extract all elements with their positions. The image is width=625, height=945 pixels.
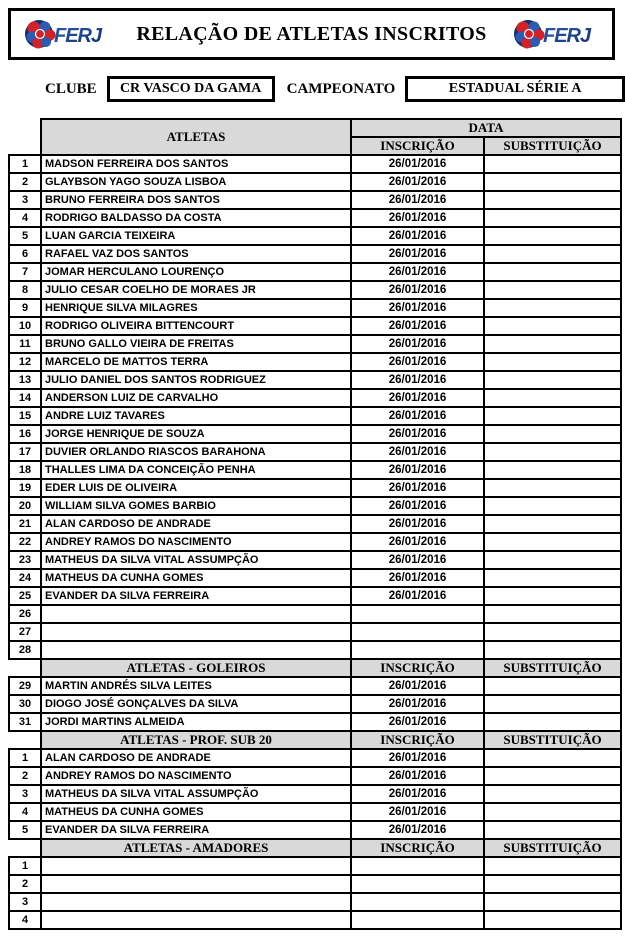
substituicao-date bbox=[484, 371, 621, 389]
table-row bbox=[9, 281, 621, 299]
table-row bbox=[9, 425, 621, 443]
athlete-name: ANDRE LUIZ TAVARES bbox=[41, 407, 351, 425]
section-corner-blank bbox=[9, 659, 41, 677]
substituicao-date bbox=[484, 911, 621, 929]
inscricao-date: 26/01/2016 bbox=[351, 281, 484, 299]
inscricao-date: 26/01/2016 bbox=[351, 173, 484, 191]
inscricao-date: 26/01/2016 bbox=[351, 479, 484, 497]
substituicao-date bbox=[484, 713, 621, 731]
athlete-name: ALAN CARDOSO DE ANDRADE bbox=[41, 749, 351, 767]
column-header-atletas: ATLETAS bbox=[41, 119, 351, 155]
row-number: 21 bbox=[9, 515, 41, 533]
table-row bbox=[9, 551, 621, 569]
table-row bbox=[9, 497, 621, 515]
table-row bbox=[9, 713, 621, 731]
substituicao-date bbox=[484, 245, 621, 263]
athlete-name: MADSON FERREIRA DOS SANTOS bbox=[41, 155, 351, 173]
athlete-name: THALLES LIMA DA CONCEIÇÃO PENHA bbox=[41, 461, 351, 479]
table-row bbox=[9, 443, 621, 461]
substituicao-date bbox=[484, 857, 621, 875]
table-row bbox=[9, 353, 621, 371]
substituicao-date bbox=[484, 515, 621, 533]
row-number: 2 bbox=[9, 767, 41, 785]
table-row bbox=[9, 911, 621, 929]
row-number: 17 bbox=[9, 443, 41, 461]
section-header-row bbox=[9, 731, 621, 749]
athlete-name: ANDREY RAMOS DO NASCIMENTO bbox=[41, 533, 351, 551]
substituicao-date bbox=[484, 803, 621, 821]
inscricao-date bbox=[351, 875, 484, 893]
table-row bbox=[9, 371, 621, 389]
table-row bbox=[9, 749, 621, 767]
inscricao-date: 26/01/2016 bbox=[351, 551, 484, 569]
row-number: 16 bbox=[9, 425, 41, 443]
section-header-row bbox=[9, 659, 621, 677]
table-row bbox=[9, 245, 621, 263]
inscricao-date: 26/01/2016 bbox=[351, 443, 484, 461]
row-number: 13 bbox=[9, 371, 41, 389]
athlete-name bbox=[41, 911, 351, 929]
inscricao-date bbox=[351, 857, 484, 875]
inscricao-date: 26/01/2016 bbox=[351, 209, 484, 227]
substituicao-date bbox=[484, 263, 621, 281]
section-title: ATLETAS - GOLEIROS bbox=[41, 659, 351, 677]
substituicao-date bbox=[484, 389, 621, 407]
athlete-name bbox=[41, 623, 351, 641]
section-substituicao-label: SUBSTITUIÇÃO bbox=[484, 731, 621, 749]
athlete-name: DIOGO JOSÉ GONÇALVES DA SILVA bbox=[41, 695, 351, 713]
substituicao-date bbox=[484, 587, 621, 605]
inscricao-date: 26/01/2016 bbox=[351, 371, 484, 389]
table-row bbox=[9, 893, 621, 911]
inscricao-date: 26/01/2016 bbox=[351, 353, 484, 371]
table-row bbox=[9, 173, 621, 191]
document-header bbox=[8, 8, 615, 60]
athlete-name: EVANDER DA SILVA FERREIRA bbox=[41, 587, 351, 605]
inscricao-date: 26/01/2016 bbox=[351, 785, 484, 803]
table-row bbox=[9, 479, 621, 497]
inscricao-date: 26/01/2016 bbox=[351, 317, 484, 335]
row-number: 11 bbox=[9, 335, 41, 353]
substituicao-date bbox=[484, 317, 621, 335]
athlete-name bbox=[41, 605, 351, 623]
substituicao-date bbox=[484, 785, 621, 803]
athlete-name: WILLIAM SILVA GOMES BARBIO bbox=[41, 497, 351, 515]
row-number: 1 bbox=[9, 857, 41, 875]
substituicao-date bbox=[484, 605, 621, 623]
table-row bbox=[9, 533, 621, 551]
clube-value-box: CR VASCO DA GAMA bbox=[107, 76, 275, 102]
table-row bbox=[9, 623, 621, 641]
row-number: 6 bbox=[9, 245, 41, 263]
table-row bbox=[9, 263, 621, 281]
substituicao-date bbox=[484, 173, 621, 191]
athlete-name: RAFAEL VAZ DOS SANTOS bbox=[41, 245, 351, 263]
athlete-name: MATHEUS DA CUNHA GOMES bbox=[41, 569, 351, 587]
substituicao-date bbox=[484, 353, 621, 371]
header-corner-blank bbox=[9, 119, 41, 155]
substituicao-date bbox=[484, 155, 621, 173]
page-title: RELAÇÃO DE ATLETAS INSCRITOS bbox=[136, 22, 487, 45]
athlete-name: MARTIN ANDRÉS SILVA LEITES bbox=[41, 677, 351, 695]
athlete-name: MATHEUS DA SILVA VITAL ASSUMPÇÃO bbox=[41, 551, 351, 569]
table-header-row-top bbox=[9, 119, 621, 137]
table-row bbox=[9, 209, 621, 227]
athlete-name: EDER LUIS DE OLIVEIRA bbox=[41, 479, 351, 497]
substituicao-date bbox=[484, 479, 621, 497]
table-row bbox=[9, 677, 621, 695]
athlete-name: DUVIER ORLANDO RIASCOS BARAHONA bbox=[41, 443, 351, 461]
section-corner-blank bbox=[9, 839, 41, 857]
inscricao-date: 26/01/2016 bbox=[351, 569, 484, 587]
athlete-name: JULIO DANIEL DOS SANTOS RODRIGUEZ bbox=[41, 371, 351, 389]
row-number: 27 bbox=[9, 623, 41, 641]
row-number: 25 bbox=[9, 587, 41, 605]
athlete-name bbox=[41, 641, 351, 659]
inscricao-date: 26/01/2016 bbox=[351, 461, 484, 479]
substituicao-date bbox=[484, 299, 621, 317]
row-number: 3 bbox=[9, 191, 41, 209]
athlete-name: ALAN CARDOSO DE ANDRADE bbox=[41, 515, 351, 533]
inscricao-date: 26/01/2016 bbox=[351, 389, 484, 407]
substituicao-date bbox=[484, 569, 621, 587]
athlete-name: EVANDER DA SILVA FERREIRA bbox=[41, 821, 351, 839]
substituicao-date bbox=[484, 767, 621, 785]
section-inscricao-label: INSCRIÇÃO bbox=[351, 731, 484, 749]
row-number: 9 bbox=[9, 299, 41, 317]
row-number: 12 bbox=[9, 353, 41, 371]
inscricao-date bbox=[351, 605, 484, 623]
inscricao-date: 26/01/2016 bbox=[351, 191, 484, 209]
table-row bbox=[9, 803, 621, 821]
athlete-name: HENRIQUE SILVA MILAGRES bbox=[41, 299, 351, 317]
inscricao-date: 26/01/2016 bbox=[351, 713, 484, 731]
section-inscricao-label: INSCRIÇÃO bbox=[351, 839, 484, 857]
inscricao-date: 26/01/2016 bbox=[351, 245, 484, 263]
row-number: 30 bbox=[9, 695, 41, 713]
substituicao-date bbox=[484, 281, 621, 299]
inscricao-date bbox=[351, 893, 484, 911]
club-championship-row bbox=[0, 74, 625, 104]
athlete-name: RODRIGO BALDASSO DA COSTA bbox=[41, 209, 351, 227]
athlete-name: MATHEUS DA SILVA VITAL ASSUMPÇÃO bbox=[41, 785, 351, 803]
table-row bbox=[9, 875, 621, 893]
athlete-name: JOMAR HERCULANO LOURENÇO bbox=[41, 263, 351, 281]
substituicao-date bbox=[484, 749, 621, 767]
inscricao-date: 26/01/2016 bbox=[351, 407, 484, 425]
row-number: 19 bbox=[9, 479, 41, 497]
table-row bbox=[9, 515, 621, 533]
athlete-name: ANDREY RAMOS DO NASCIMENTO bbox=[41, 767, 351, 785]
table-row bbox=[9, 605, 621, 623]
substituicao-date bbox=[484, 227, 621, 245]
inscricao-date: 26/01/2016 bbox=[351, 155, 484, 173]
table-row bbox=[9, 821, 621, 839]
substituicao-date bbox=[484, 893, 621, 911]
athlete-name: LUAN GARCIA TEIXEIRA bbox=[41, 227, 351, 245]
athlete-name bbox=[41, 893, 351, 911]
inscricao-date: 26/01/2016 bbox=[351, 587, 484, 605]
section-header-row bbox=[9, 839, 621, 857]
athlete-name bbox=[41, 857, 351, 875]
inscricao-date bbox=[351, 623, 484, 641]
row-number: 3 bbox=[9, 893, 41, 911]
substituicao-date bbox=[484, 641, 621, 659]
row-number: 1 bbox=[9, 749, 41, 767]
ferj-logo-text: FERJ bbox=[54, 25, 102, 47]
athlete-name: JORDI MARTINS ALMEIDA bbox=[41, 713, 351, 731]
athlete-name: ANDERSON LUIZ DE CARVALHO bbox=[41, 389, 351, 407]
clube-label: CLUBE bbox=[45, 80, 97, 97]
section-title: ATLETAS - PROF. SUB 20 bbox=[41, 731, 351, 749]
section-substituicao-label: SUBSTITUIÇÃO bbox=[484, 839, 621, 857]
table-row bbox=[9, 587, 621, 605]
athlete-name bbox=[41, 875, 351, 893]
row-number: 28 bbox=[9, 641, 41, 659]
row-number: 26 bbox=[9, 605, 41, 623]
inscricao-date: 26/01/2016 bbox=[351, 515, 484, 533]
row-number: 5 bbox=[9, 821, 41, 839]
inscricao-date: 26/01/2016 bbox=[351, 425, 484, 443]
athletes-table bbox=[8, 118, 622, 930]
row-number: 29 bbox=[9, 677, 41, 695]
row-number: 31 bbox=[9, 713, 41, 731]
substituicao-date bbox=[484, 443, 621, 461]
table-row bbox=[9, 299, 621, 317]
table-row bbox=[9, 335, 621, 353]
row-number: 10 bbox=[9, 317, 41, 335]
row-number: 18 bbox=[9, 461, 41, 479]
athletes-table-body bbox=[9, 155, 621, 929]
substituicao-date bbox=[484, 533, 621, 551]
section-title: ATLETAS - AMADORES bbox=[41, 839, 351, 857]
inscricao-date: 26/01/2016 bbox=[351, 497, 484, 515]
substituicao-date bbox=[484, 875, 621, 893]
inscricao-date: 26/01/2016 bbox=[351, 695, 484, 713]
row-number: 2 bbox=[9, 173, 41, 191]
athlete-name: RODRIGO OLIVEIRA BITTENCOURT bbox=[41, 317, 351, 335]
inscricao-date: 26/01/2016 bbox=[351, 767, 484, 785]
ferj-logo-text: FERJ bbox=[542, 25, 591, 47]
substituicao-date bbox=[484, 551, 621, 569]
substituicao-date bbox=[484, 191, 621, 209]
row-number: 24 bbox=[9, 569, 41, 587]
table-row bbox=[9, 641, 621, 659]
inscricao-date: 26/01/2016 bbox=[351, 803, 484, 821]
inscricao-date: 26/01/2016 bbox=[351, 533, 484, 551]
inscricao-date: 26/01/2016 bbox=[351, 821, 484, 839]
row-number: 2 bbox=[9, 875, 41, 893]
ferj-logo-icon bbox=[23, 17, 111, 51]
table-row bbox=[9, 317, 621, 335]
substituicao-date bbox=[484, 209, 621, 227]
table-row bbox=[9, 695, 621, 713]
athlete-name: JULIO CESAR COELHO DE MORAES JR bbox=[41, 281, 351, 299]
campeonato-value-box: ESTADUAL SÉRIE A bbox=[405, 76, 625, 102]
substituicao-date bbox=[484, 677, 621, 695]
section-corner-blank bbox=[9, 731, 41, 749]
athlete-name: MARCELO DE MATTOS TERRA bbox=[41, 353, 351, 371]
substituicao-date bbox=[484, 821, 621, 839]
inscricao-date: 26/01/2016 bbox=[351, 263, 484, 281]
table-row bbox=[9, 569, 621, 587]
ferj-logo-icon bbox=[512, 17, 600, 51]
athlete-name: BRUNO FERREIRA DOS SANTOS bbox=[41, 191, 351, 209]
athlete-name: JORGE HENRIQUE DE SOUZA bbox=[41, 425, 351, 443]
row-number: 14 bbox=[9, 389, 41, 407]
inscricao-date: 26/01/2016 bbox=[351, 227, 484, 245]
substituicao-date bbox=[484, 425, 621, 443]
substituicao-date bbox=[484, 497, 621, 515]
table-row bbox=[9, 767, 621, 785]
table-row bbox=[9, 407, 621, 425]
substituicao-date bbox=[484, 695, 621, 713]
table-row bbox=[9, 227, 621, 245]
athlete-name: GLAYBSON YAGO SOUZA LISBOA bbox=[41, 173, 351, 191]
substituicao-date bbox=[484, 335, 621, 353]
inscricao-date bbox=[351, 911, 484, 929]
row-number: 7 bbox=[9, 263, 41, 281]
row-number: 8 bbox=[9, 281, 41, 299]
row-number: 20 bbox=[9, 497, 41, 515]
inscricao-date bbox=[351, 641, 484, 659]
athlete-name: BRUNO GALLO VIEIRA DE FREITAS bbox=[41, 335, 351, 353]
row-number: 4 bbox=[9, 209, 41, 227]
inscricao-date: 26/01/2016 bbox=[351, 677, 484, 695]
row-number: 5 bbox=[9, 227, 41, 245]
table-row bbox=[9, 785, 621, 803]
substituicao-date bbox=[484, 407, 621, 425]
row-number: 23 bbox=[9, 551, 41, 569]
inscricao-date: 26/01/2016 bbox=[351, 335, 484, 353]
table-row bbox=[9, 155, 621, 173]
section-inscricao-label: INSCRIÇÃO bbox=[351, 659, 484, 677]
table-row bbox=[9, 857, 621, 875]
row-number: 22 bbox=[9, 533, 41, 551]
table-row bbox=[9, 389, 621, 407]
row-number: 3 bbox=[9, 785, 41, 803]
row-number: 1 bbox=[9, 155, 41, 173]
column-header-inscricao: INSCRIÇÃO bbox=[351, 137, 484, 155]
campeonato-label: CAMPEONATO bbox=[286, 80, 396, 97]
table-row bbox=[9, 461, 621, 479]
inscricao-date: 26/01/2016 bbox=[351, 749, 484, 767]
substituicao-date bbox=[484, 623, 621, 641]
row-number: 4 bbox=[9, 911, 41, 929]
athlete-name: MATHEUS DA CUNHA GOMES bbox=[41, 803, 351, 821]
inscricao-date: 26/01/2016 bbox=[351, 299, 484, 317]
column-header-substituicao: SUBSTITUIÇÃO bbox=[484, 137, 621, 155]
table-row bbox=[9, 191, 621, 209]
row-number: 15 bbox=[9, 407, 41, 425]
column-header-data: DATA bbox=[351, 119, 621, 137]
substituicao-date bbox=[484, 461, 621, 479]
section-substituicao-label: SUBSTITUIÇÃO bbox=[484, 659, 621, 677]
row-number: 4 bbox=[9, 803, 41, 821]
